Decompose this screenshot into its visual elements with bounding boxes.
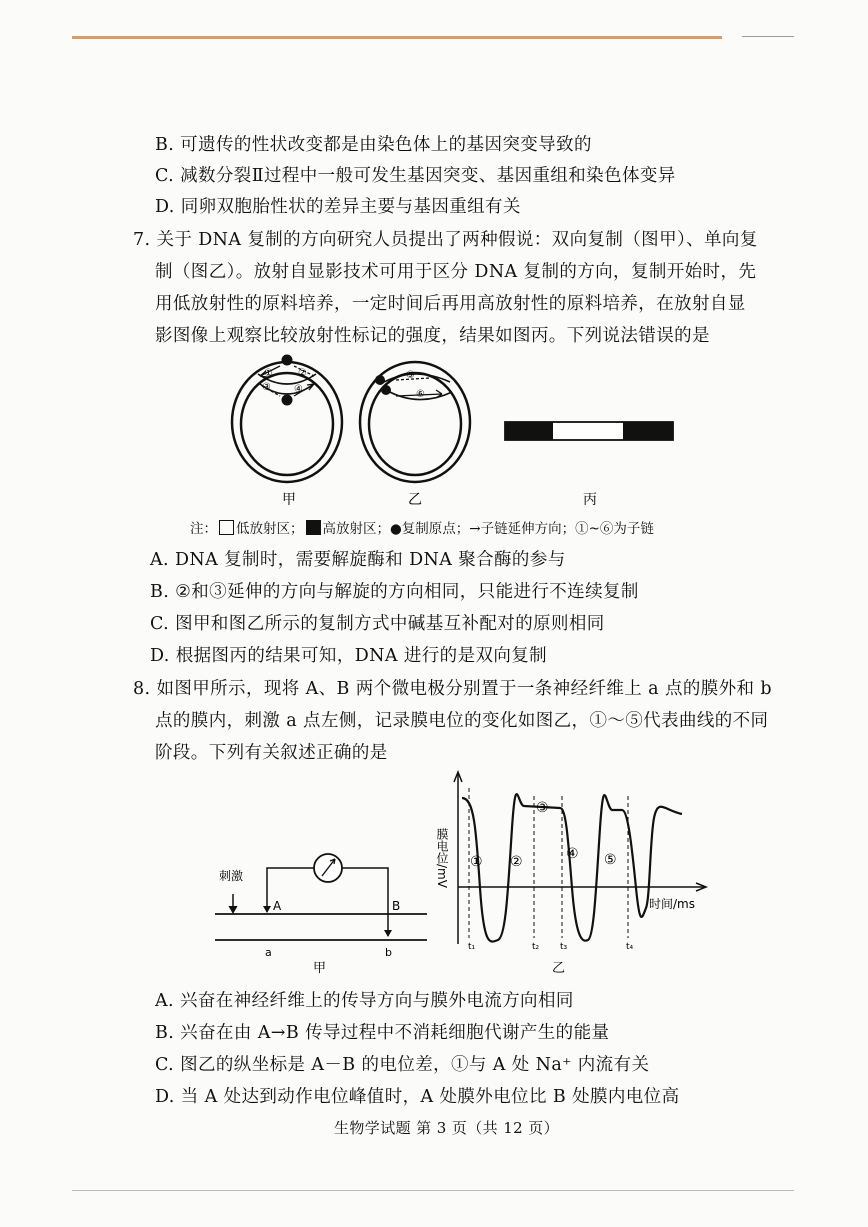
fig-jia-caption: 甲 [282,492,296,508]
low-radiation-swatch [219,520,234,535]
stage-2-label: ② [510,854,523,870]
q6-option-d: D. 同卵双胞胎性状的差异主要与基因重组有关 [155,197,521,217]
q7-option-a: A. DNA 复制时，需要解旋酶和 DNA 聚合酶的参与 [150,550,566,570]
q7-option-c: C. 图甲和图乙所示的复制方式中碱基互补配对的原则相同 [150,614,605,634]
q7-legend-note [190,517,654,537]
fig-jia-circle [232,355,342,483]
q6-option-c: C. 减数分裂Ⅱ过程中一般可发生基因突变、基因重组和染色体变异 [155,166,676,186]
q7-option-d: D. 根据图丙的结果可知，DNA 进行的是双向复制 [150,646,548,666]
membrane-potential-curve [462,794,682,941]
q8-fig-jia-caption: 甲 [313,961,327,976]
note-low: 低放射区； [236,521,304,537]
fig-yi-caption: 乙 [408,492,422,508]
q8-fig-jia [205,840,435,980]
q7-stem-line-1: 7. 关于 DNA 复制的方向研究人员提出了两种假说：双向复制（图甲）、单向复 [133,230,758,250]
high-radiation-swatch [306,520,321,535]
q8-option-a: A. 兴奋在神经纤维上的传导方向与膜外电流方向相同 [155,991,574,1011]
stage-1-label: ① [470,854,483,870]
strand-4-label: ④ [294,384,303,395]
t2-label: t₂ [532,942,540,952]
electrode-a-label: A [273,899,282,913]
electrode-b-label: B [392,899,401,913]
fig-bing-bar [505,422,673,440]
q8-fig-yi [432,768,722,978]
t3-label: t₃ [560,942,568,952]
q8-stem-line-1: 8. 如图甲所示，现将 A、B 两个微电极分别置于一条神经纤维上 a 点的膜外和 b [133,679,773,699]
stage-5-label: ⑤ [604,852,617,868]
q8-option-c: C. 图乙的纵坐标是 A－B 的电位差，①与 A 处 Na⁺ 内流有关 [155,1055,650,1075]
stage-4-label: ④ [566,846,579,862]
x-axis-label: 时间/ms [649,897,695,911]
top-rule-right [742,36,794,37]
q6-option-b: B. 可遗传的性状改变都是由染色体上的基因突变导致的 [155,135,592,155]
q8-stem-line-2: 点的膜内，刺激 a 点左侧，记录膜电位的变化如图乙，①～⑤代表曲线的不同 [155,711,769,731]
strand-6-label: ⑥ [416,389,425,400]
q7-figure [220,352,690,512]
point-b-label: b [385,946,392,959]
strand-3-label: ③ [262,382,271,393]
q7-stem-line-2: 制（图乙）。放射自显影技术可用于区分 DNA 复制的方向，复制开始时，先 [155,262,757,282]
bottom-rule [72,1190,794,1191]
strand-5-label: ⑤ [406,370,415,381]
top-rule [72,36,722,39]
q8-fig-yi-caption: 乙 [552,961,566,976]
t4-label: t₄ [626,942,634,952]
stimulus-label: 刺激 [219,869,244,883]
q7-stem-line-4: 影图像上观察比较放射性标记的强度，结果如图丙。下列说法错误的是 [155,326,710,346]
q7-option-b: B. ②和③延伸的方向与解旋的方向相同，只能进行不连续复制 [150,582,639,602]
fig-yi-circle [360,362,470,482]
q8-option-b: B. 兴奋在由 A→B 传导过程中不消耗细胞代谢产生的能量 [155,1023,610,1043]
q8-stem-line-3: 阶段。下列有关叙述正确的是 [155,743,388,763]
t1-label: t₁ [468,942,476,952]
fig-bing-caption: 丙 [583,492,597,508]
page-footer: 生物学试题 第 3 页（共 12 页） [334,1119,560,1137]
q8-option-d: D. 当 A 处达到动作电位峰值时，A 处膜外电位比 B 处膜内电位高 [155,1087,680,1107]
strand-1-label: ① [264,368,273,379]
note-high: 高放射区；●复制原点；→子链延伸方向；①~⑥为子链 [322,521,654,537]
stage-labels [470,800,617,870]
note-prefix: 注： [190,521,217,537]
q7-stem-line-3: 用低放射性的原料培养，一定时间后再用高放射性的原料培养，在放射自显 [155,294,746,314]
stage-3-label: ③ [536,800,549,816]
point-a-label: a [265,946,272,959]
strand-2-label: ② [298,368,307,379]
y-axis-label: 膜电位/mV [435,828,449,888]
